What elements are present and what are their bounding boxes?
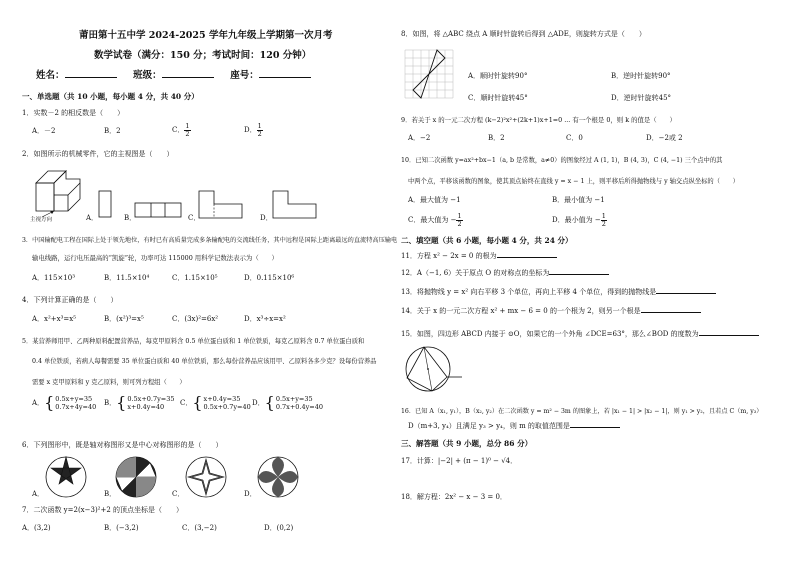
q15-row <box>401 330 759 339</box>
q1-option-c[interactable]: C． $\frac{1}{2}$ <box>172 122 190 138</box>
q2-option-b-figure <box>134 202 184 222</box>
q7-option-a[interactable]: A．(3,2) <box>22 524 51 532</box>
q7-option-c[interactable]: C．(3,−2) <box>182 524 217 532</box>
q6-option-b-figure <box>114 455 158 499</box>
q2-option-a[interactable]: A． <box>86 214 99 222</box>
student-info-row <box>36 70 311 82</box>
q1-option-b[interactable]: B．2 <box>104 127 121 135</box>
q14-row <box>401 307 701 316</box>
q15-text: 15．如图，四边形 ABCD 内接于 ⊙O，如果它的一个外角 ∠DCE=63°，那么∠BOD 的度数为 <box>401 330 699 338</box>
rotation-grid-figure <box>405 50 457 102</box>
q9-text: 9．若关于 x 的一元二次方程 (k−2)²x²+(2k+1)x+1=0 ... 有一个根是 0，则 k 的值是（ ） <box>401 116 676 124</box>
q10-text-cont: 中两个点，平移该函数的图象，使其顶点始终在直线 y = x − 1 上，则平移后所得抛物线与 y 轴交点纵坐标的（ ） <box>408 178 739 185</box>
q5-option-c[interactable]: C． { x+0.4y=35 0.5x+0.7y=40 <box>180 393 251 412</box>
q6-option-d-figure <box>256 455 300 499</box>
q10-option-c[interactable]: C．最大值为 − $\frac{1}{2}$ <box>408 212 462 228</box>
machine-part-figure <box>32 165 82 215</box>
section3-heading: 三、解答题（共 9 小题，总分 86 分） <box>401 439 533 448</box>
q8-text: 8．如图，将 △ABC 绕点 A 顺时针旋转后得到 △ADE，则旋转方式是（ ） <box>401 30 646 38</box>
q11-answer-blank[interactable] <box>497 257 557 258</box>
q4-option-c[interactable]: C．(3x)²=6x² <box>172 315 219 323</box>
q8-option-a[interactable]: A．顺时针旋转90° <box>468 72 528 80</box>
q8-option-d[interactable]: D．逆时针旋转45° <box>611 94 672 102</box>
q16-text: 16．已知 A（x₁, y₁），B（x₂, y₂）在二次函数 y = m² − 3m 的图象上，若 |x₁ − 1| > |x₂ − 1|，则 y₁ > y₂，且若点 C（m, y₃） <box>401 408 763 415</box>
q3-option-a[interactable]: A．115×10³ <box>32 274 75 282</box>
q14-answer-blank[interactable] <box>641 312 701 313</box>
q2-option-d-figure <box>272 190 318 220</box>
q15-answer-blank[interactable] <box>699 335 759 336</box>
seat-label: 座号： <box>230 70 259 81</box>
q12-row <box>401 269 609 278</box>
q2-view-caption: 主视方向 <box>30 217 53 223</box>
q16-text-cont: D（m+3, y₄）且满足 y₃ > y₄，则 m 的取值范围是 <box>408 422 570 430</box>
q9-option-b[interactable]: B．2 <box>488 134 505 142</box>
q9-option-a[interactable]: A．−2 <box>408 134 431 142</box>
q3-option-d[interactable]: D．0.115×10⁶ <box>244 274 295 282</box>
q6-option-a-figure <box>44 455 88 499</box>
q2-option-c-figure <box>198 190 244 220</box>
class-field[interactable] <box>162 77 214 78</box>
section2-heading: 二、填空题（共 6 小题，每小题 4 分，共 24 分） <box>401 236 573 245</box>
q8-option-b[interactable]: B．逆时针旋转90° <box>611 72 671 80</box>
q12-text: 12．A（−1, 6）关于原点 O 的对称点的坐标为 <box>401 269 550 277</box>
q6-option-c[interactable]: C． <box>172 490 185 498</box>
q2-option-c[interactable]: C． <box>188 214 201 222</box>
q6-option-b[interactable]: B． <box>104 490 117 498</box>
q7-option-d[interactable]: D．(0,2) <box>264 524 294 532</box>
q9-option-c[interactable]: C．0 <box>566 134 583 142</box>
name-label: 姓名： <box>36 70 65 81</box>
q6-option-a[interactable]: A． <box>32 490 45 498</box>
q1-text: 1．实数－2 的相反数是（ ） <box>22 109 125 117</box>
q16-answer-blank[interactable] <box>570 427 620 428</box>
exam-title: 莆田第十五中学 2024-2025 学年九年级上学期第一次月考 <box>79 30 333 41</box>
q2-option-a-figure <box>98 190 114 220</box>
q5-text-cont2: 需要 x 克甲原料和 y 克乙原料，则可列方程组（ ） <box>32 379 186 386</box>
q9-option-d[interactable]: D．−2或 2 <box>646 134 683 142</box>
q2-option-d[interactable]: D． <box>260 214 273 222</box>
q11-text: 11．方程 x² − 2x = 0 的根为 <box>401 252 497 260</box>
q2-text: 2．如图所示的机械零件，它的主视图是（ ） <box>22 150 174 158</box>
q1-option-a[interactable]: A．－2 <box>32 127 56 135</box>
q3-text: 3．中国输配电工程在国际上处于领先地位，有时已有高质量完成多条输配电的交流线任务，其中远程是国际上距离最远的直流特高压输电 <box>22 237 398 244</box>
q13-text: 13．将抛物线 y = x² 向右平移 3 个单位，再向上平移 4 个单位，得到的抛物线是 <box>401 288 657 296</box>
q14-text: 14．关于 x 的一元二次方程 x² + mx − 6 = 0 的一个根为 2，则另一个根是 <box>401 307 641 315</box>
q10-option-d[interactable]: D．最小值为 − $\frac{1}{2}$ <box>552 212 606 228</box>
q4-option-a[interactable]: A．x²+x³=x⁵ <box>32 315 77 323</box>
q3-option-b[interactable]: B．11.5×10⁴ <box>104 274 150 282</box>
q3-option-c[interactable]: C．1.15×10⁵ <box>172 274 218 282</box>
q12-answer-blank[interactable] <box>549 274 609 275</box>
circle-quadrilateral-figure <box>402 342 466 402</box>
q6-option-d[interactable]: D． <box>244 490 257 498</box>
q18-text: 18．解方程：2x² − x − 3 = 0． <box>401 493 507 501</box>
q4-option-b[interactable]: B．(x²)³=x⁵ <box>104 315 144 323</box>
q5-option-a[interactable]: A． { 0.5x+y=35 0.7x+4y=40 <box>32 393 97 412</box>
q5-text-cont: 0.4 单位铁质，若病人每餐需要 35 单位蛋白质和 40 单位铁质，那么每份营养品应该用甲、乙原料各多少克？设每份营养品 <box>32 358 377 365</box>
q7-text: 7．二次函数 y=2(x−3)²+2 的顶点坐标是（ ） <box>22 506 184 514</box>
q4-option-d[interactable]: D．x³÷x=x² <box>244 315 286 323</box>
q3-text-cont: 输电线路，运行电压最高的“凯旋”轮，功率可达 115000 用科学记数法表示为（ ） <box>32 254 278 262</box>
q13-row <box>401 288 716 297</box>
q1-option-d[interactable]: D． $\frac{1}{2}$ <box>244 122 262 138</box>
q13-answer-blank[interactable] <box>656 293 716 294</box>
q8-option-c[interactable]: C．顺时针旋转45° <box>468 94 528 102</box>
q5-option-d[interactable]: D． { 0.5x+y=35 0.7x+0.4y=40 <box>252 393 323 412</box>
exam-subtitle: 数学试卷（满分：150 分；考试时间：120 分钟） <box>94 50 312 61</box>
q11-row <box>401 252 557 261</box>
name-field[interactable] <box>65 77 117 78</box>
class-label: 班级： <box>133 70 162 81</box>
q6-text: 6．下列图形中，既是轴对称图形又是中心对称图形的是（ ） <box>22 441 223 449</box>
q17-text: 17．计算：|−2| + (π − 1)⁰ − √4． <box>401 457 518 465</box>
q10-option-b[interactable]: B．最小值为 −1 <box>552 196 605 204</box>
q10-text: 10．已知二次函数 y=ax²+bx−1（a, b 是常数，a≠0）的图象经过 A (1, 1)，B (4, 3)，C (4, −1) 三个点中的其 <box>401 157 723 164</box>
q5-text: 5．某营养师用甲、乙两种原料配置营养品，每克甲原料含 0.5 单位蛋白质和 1 单位铁质，每克乙原料含 0.7 单位蛋白质和 <box>22 338 365 345</box>
q2-option-b[interactable]: B． <box>124 214 137 222</box>
q6-option-c-figure <box>184 455 228 499</box>
q16-row-2 <box>408 422 620 431</box>
q5-option-b[interactable]: B． { 0.5x+0.7y=35 x+0.4y=40 <box>104 393 175 412</box>
q7-option-b[interactable]: B．(−3,2) <box>104 524 139 532</box>
q4-text: 4．下列计算正确的是（ ） <box>22 296 118 304</box>
section1-heading: 一、单选题（共 10 小题，每小题 4 分，共 40 分） <box>22 92 199 101</box>
q10-option-a[interactable]: A．最大值为 −1 <box>408 196 461 204</box>
seat-field[interactable] <box>259 77 311 78</box>
